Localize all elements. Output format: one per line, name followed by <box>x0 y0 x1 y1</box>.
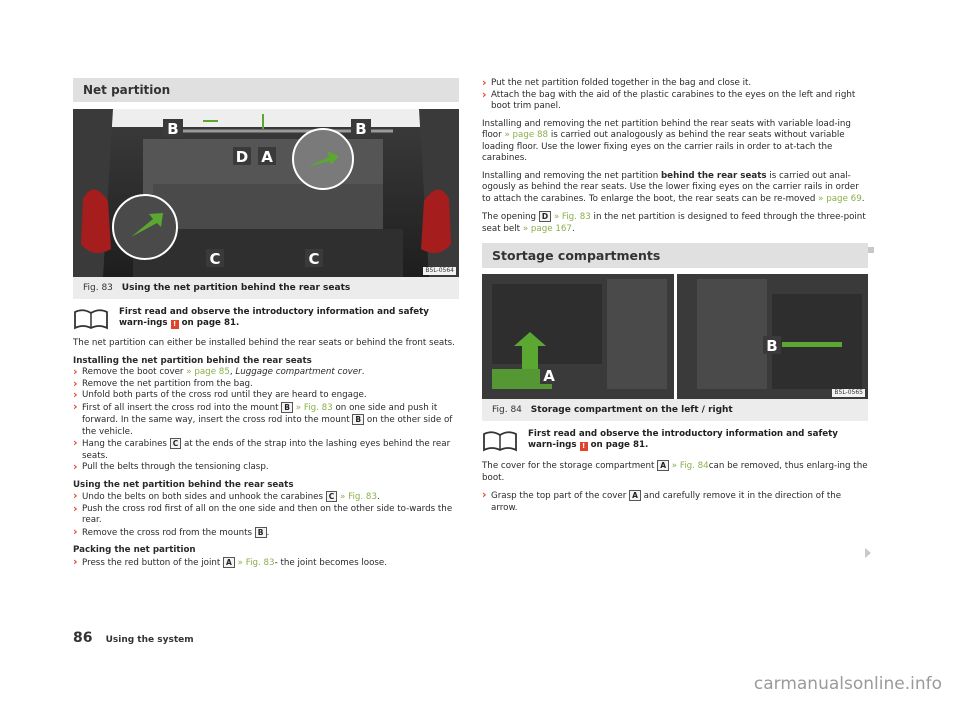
packing-heading: Packing the net partition <box>73 545 196 555</box>
page-ref-link[interactable]: » page 85 <box>186 367 230 377</box>
figure-title: Storage compartment on the left / right <box>530 405 733 415</box>
figure-83-photo <box>73 109 459 277</box>
callout-d: D <box>235 148 249 166</box>
fig-ref-link[interactable]: » Fig. 83 <box>237 557 275 568</box>
photo-code: B5L-0565 <box>834 389 863 396</box>
install-step-2: › Remove the net partition from the bag. <box>73 379 459 391</box>
step-text: on the other side of the vehicle. <box>82 415 453 437</box>
step-text: and carefully remove it in the direction of the arrow. <box>491 491 842 513</box>
variable-floor-paragraph <box>482 119 868 165</box>
callout-b-right: B <box>355 120 367 138</box>
step-text: First of all insert the cross rod into the mount <box>82 402 279 413</box>
page-footer <box>73 627 194 646</box>
callout-c-right: C <box>308 250 320 268</box>
continue-marker-icon <box>865 548 871 558</box>
step-text-italic: Luggage compartment cover <box>235 367 362 377</box>
callout-b-left: B <box>167 120 179 138</box>
install-step-5 <box>73 438 459 462</box>
callout-c-left: C <box>209 250 221 268</box>
paragraph-text: . <box>571 223 575 234</box>
figure-number: Fig. 83 <box>83 283 113 293</box>
using-steps <box>73 491 459 539</box>
step-text: . <box>266 527 270 538</box>
section-end-marker <box>868 247 874 253</box>
step-text: - the joint becomes loose. <box>274 557 388 568</box>
fig-ref-link[interactable]: » Fig. 84 <box>671 461 709 471</box>
storage-cover-paragraph <box>482 460 868 484</box>
paragraph-text: is carried out analogously as behind the rear seats without variable loading floor. Use the lower fixing eyes on the carrier rails in order to at-tach the carabines. <box>482 130 845 163</box>
page-ref-link[interactable]: » page 88 <box>504 130 549 140</box>
figure-83-caption <box>73 277 459 299</box>
paragraph-text: The cover for the storage compartment <box>482 461 655 471</box>
install-step-6: › Pull the belts through the tensioning clasp. <box>73 462 459 474</box>
section-title-net-partition: Net partition <box>73 78 459 102</box>
warning-icon: ! <box>171 320 179 329</box>
key-c: C <box>326 491 338 502</box>
warning-note <box>73 307 459 330</box>
photo-code: B5L-0564 <box>425 267 454 274</box>
packing-steps <box>73 557 459 570</box>
warning-page-ref[interactable]: on page 81. <box>590 440 649 450</box>
footer-section-title: Using the system <box>105 635 194 645</box>
paragraph-text-bold: behind the rear seats <box>660 170 767 181</box>
page-ref-link[interactable]: » page 167 <box>522 223 572 234</box>
boot-net-illustration <box>73 109 459 277</box>
fig-ref-link[interactable]: » Fig. 83 <box>295 402 333 413</box>
figure-84-photo <box>482 274 868 399</box>
packing-step-1 <box>73 557 459 570</box>
packing-steps-continued <box>482 78 868 113</box>
using-heading: Using the net partition behind the rear seats <box>73 479 294 490</box>
key-a: A <box>223 557 235 568</box>
step-text: . <box>376 492 380 502</box>
using-step-2: › Push the cross rod first of all on the one side and then on the other side to-wards the rear. <box>73 504 459 527</box>
install-steps <box>73 367 459 474</box>
step-text: , <box>229 367 233 377</box>
figure-title: Using the net partition behind the rear seats <box>121 283 351 293</box>
key-b: B <box>281 402 293 413</box>
figure-84-caption <box>482 399 868 421</box>
install-step-1 <box>73 367 459 379</box>
open-book-icon <box>482 430 518 452</box>
using-step-1 <box>73 491 459 504</box>
paragraph-text: can be removed, thus enlarg-ing the boot. <box>482 461 868 483</box>
watermark: carmanualsonline.info <box>753 674 942 694</box>
storage-step-1 <box>482 490 868 514</box>
warning-text-main: First read and observe the introductory information and safety warn-ings <box>528 429 838 450</box>
paragraph-text: in the net partition is designed to feed through the three-point seat belt <box>482 212 866 234</box>
warning-text <box>528 429 868 451</box>
packing-step-2: › Put the net partition folded together in the bag and close it. <box>482 78 868 90</box>
opening-paragraph <box>482 211 868 235</box>
key-b: B <box>255 527 267 538</box>
warning-icon: ! <box>580 442 588 451</box>
front-seats-paragraph <box>482 171 868 206</box>
paragraph-text: . <box>861 193 865 204</box>
storage-compartment-illustration <box>482 274 868 399</box>
open-book-icon <box>73 308 109 330</box>
section-title-storage: Stortage compartments <box>482 243 868 268</box>
step-text: Press the red button of the joint <box>82 557 221 568</box>
figure-number: Fig. 84 <box>492 405 522 415</box>
warning-text <box>119 307 459 329</box>
warning-note <box>482 429 868 452</box>
step-text: at the ends of the strap into the lashing eyes behind the rear seats. <box>82 439 451 461</box>
step-text: Remove the cross rod from the mounts <box>82 527 253 538</box>
warning-text-main: First read and observe the introductory information and safety warn-ings <box>119 307 429 328</box>
fig-ref-link[interactable]: » Fig. 83 <box>340 492 377 502</box>
packing-step-3: › Attach the bag with the aid of the plastic carabines to the eyes on the left and right boot trim panel. <box>482 90 868 113</box>
key-c: C <box>170 438 182 449</box>
intro-paragraph: The net partition can either be installed behind the rear seats or behind the front seats. <box>73 338 455 348</box>
warning-page-ref[interactable]: on page 81. <box>181 318 240 328</box>
step-text: Grasp the top part of the cover <box>491 491 627 501</box>
callout-a: A <box>261 148 273 166</box>
install-step-4 <box>73 402 459 439</box>
step-text: . <box>361 367 365 377</box>
install-step-3: › Unfold both parts of the cross rod until they are heard to engage. <box>73 390 459 402</box>
fig-ref-link[interactable]: » Fig. 83 <box>553 212 591 222</box>
left-column <box>73 78 459 575</box>
step-text: Undo the belts on both sides and unhook the carabines <box>82 492 323 502</box>
paragraph-text: is carried out anal-ogously as behind the rear seats. Use the lower fixing eyes on the carrier rails in order to attach the carabines. To enlarge the boot, the rear seats can be re-moved <box>482 170 859 204</box>
step-text: on one side and push it forward. In the same way, insert the cross rod into the mount <box>82 402 438 425</box>
paragraph-text: Installing and removing the net partition behind the rear seats with variable load-ing floor <box>482 118 851 140</box>
install-heading: Installing the net partition behind the rear seats <box>73 355 312 366</box>
paragraph-text: Installing and removing the net partition <box>482 170 659 181</box>
key-a: A <box>629 490 641 501</box>
key-d: D <box>539 211 551 222</box>
right-column <box>482 78 868 520</box>
callout-a: A <box>543 367 555 385</box>
key-a: A <box>657 460 669 471</box>
paragraph-text: The opening <box>482 212 537 222</box>
key-b: B <box>352 414 364 425</box>
storage-steps <box>482 490 868 514</box>
callout-b: B <box>766 337 778 355</box>
using-step-3 <box>73 527 459 540</box>
page-ref-link[interactable]: » page 69 <box>818 193 862 204</box>
step-text: Remove the boot cover <box>82 367 184 377</box>
step-text: Hang the carabines <box>82 439 167 449</box>
page-number: 86 <box>73 630 93 646</box>
